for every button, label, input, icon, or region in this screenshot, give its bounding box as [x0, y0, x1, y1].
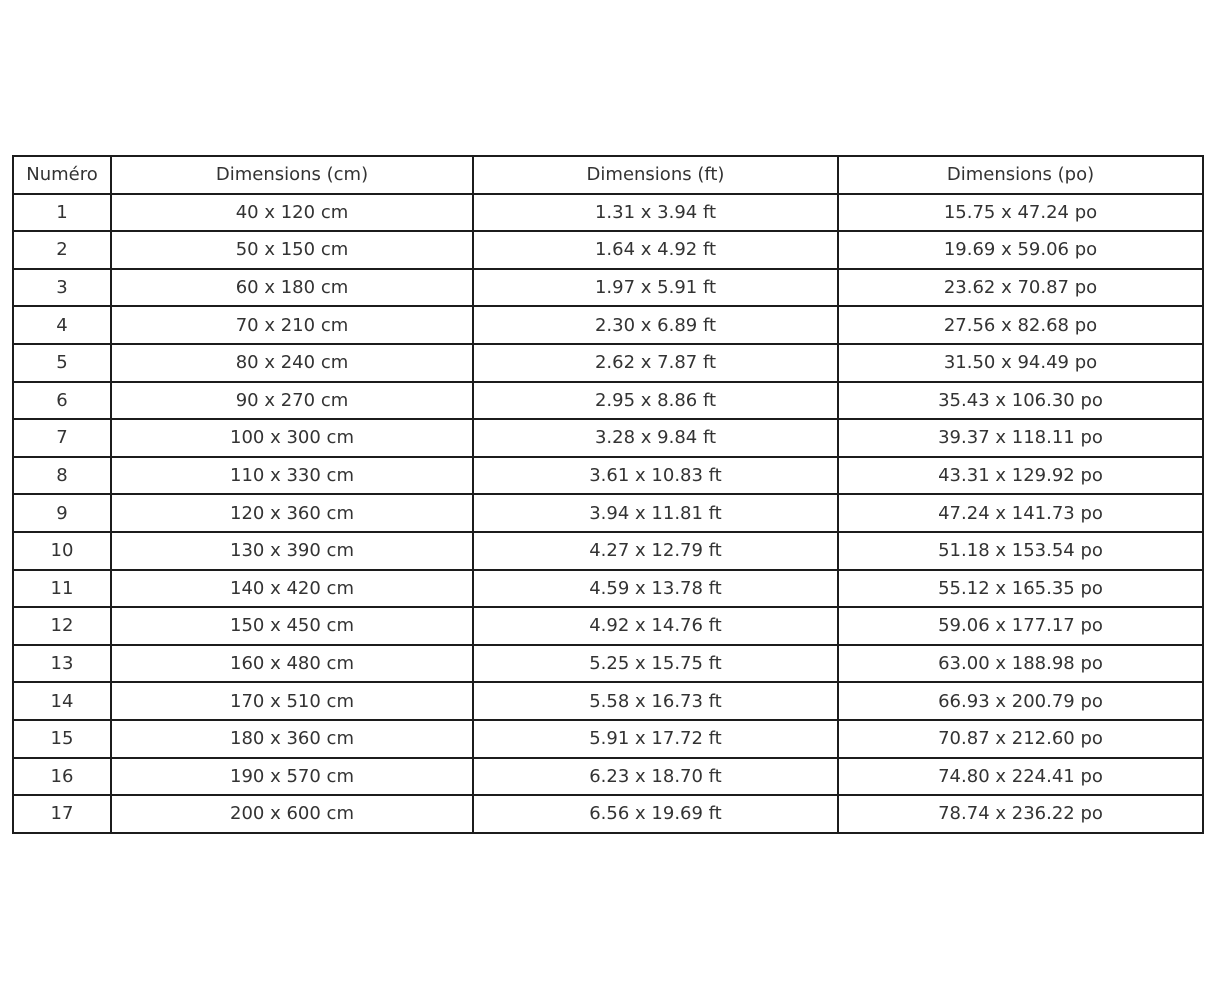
table-row — [13, 570, 1203, 608]
cell-dimensions-cm: 50 x 150 cm — [111, 231, 473, 269]
table-row — [13, 419, 1203, 457]
cell-numero: 5 — [13, 344, 111, 382]
table-row — [13, 269, 1203, 307]
cell-dimensions-po: 78.74 x 236.22 po — [838, 795, 1203, 833]
cell-numero: 14 — [13, 682, 111, 720]
cell-numero: 15 — [13, 720, 111, 758]
column-header-dimensions-po: Dimensions (po) — [838, 156, 1203, 194]
table-row — [13, 682, 1203, 720]
cell-dimensions-cm: 200 x 600 cm — [111, 795, 473, 833]
cell-dimensions-ft: 1.64 x 4.92 ft — [473, 231, 838, 269]
cell-dimensions-cm: 190 x 570 cm — [111, 758, 473, 796]
cell-dimensions-ft: 3.28 x 9.84 ft — [473, 419, 838, 457]
table-row — [13, 607, 1203, 645]
column-header-dimensions-cm: Dimensions (cm) — [111, 156, 473, 194]
cell-dimensions-po: 66.93 x 200.79 po — [838, 682, 1203, 720]
cell-dimensions-cm: 40 x 120 cm — [111, 194, 473, 232]
cell-dimensions-cm: 70 x 210 cm — [111, 306, 473, 344]
cell-numero: 3 — [13, 269, 111, 307]
cell-numero: 1 — [13, 194, 111, 232]
column-header-dimensions-ft: Dimensions (ft) — [473, 156, 838, 194]
cell-dimensions-po: 43.31 x 129.92 po — [838, 457, 1203, 495]
cell-numero: 7 — [13, 419, 111, 457]
cell-dimensions-po: 31.50 x 94.49 po — [838, 344, 1203, 382]
cell-dimensions-po: 70.87 x 212.60 po — [838, 720, 1203, 758]
cell-dimensions-po: 55.12 x 165.35 po — [838, 570, 1203, 608]
cell-numero: 6 — [13, 382, 111, 420]
cell-dimensions-po: 74.80 x 224.41 po — [838, 758, 1203, 796]
cell-dimensions-ft: 4.27 x 12.79 ft — [473, 532, 838, 570]
cell-dimensions-cm: 60 x 180 cm — [111, 269, 473, 307]
cell-dimensions-cm: 180 x 360 cm — [111, 720, 473, 758]
cell-numero: 2 — [13, 231, 111, 269]
cell-dimensions-cm: 90 x 270 cm — [111, 382, 473, 420]
cell-dimensions-ft: 1.97 x 5.91 ft — [473, 269, 838, 307]
cell-numero: 16 — [13, 758, 111, 796]
cell-dimensions-po: 59.06 x 177.17 po — [838, 607, 1203, 645]
table-row — [13, 194, 1203, 232]
cell-dimensions-ft: 5.25 x 15.75 ft — [473, 645, 838, 683]
cell-dimensions-po: 63.00 x 188.98 po — [838, 645, 1203, 683]
cell-dimensions-ft: 5.91 x 17.72 ft — [473, 720, 838, 758]
cell-dimensions-ft: 6.56 x 19.69 ft — [473, 795, 838, 833]
table-row — [13, 457, 1203, 495]
cell-dimensions-ft: 2.30 x 6.89 ft — [473, 306, 838, 344]
table-row — [13, 231, 1203, 269]
cell-dimensions-ft: 5.58 x 16.73 ft — [473, 682, 838, 720]
cell-numero: 4 — [13, 306, 111, 344]
table-row — [13, 344, 1203, 382]
cell-dimensions-cm: 150 x 450 cm — [111, 607, 473, 645]
cell-dimensions-cm: 110 x 330 cm — [111, 457, 473, 495]
table-header-row — [13, 156, 1203, 194]
cell-numero: 17 — [13, 795, 111, 833]
cell-dimensions-po: 47.24 x 141.73 po — [838, 494, 1203, 532]
cell-dimensions-cm: 160 x 480 cm — [111, 645, 473, 683]
cell-dimensions-ft: 2.95 x 8.86 ft — [473, 382, 838, 420]
cell-dimensions-cm: 170 x 510 cm — [111, 682, 473, 720]
cell-dimensions-cm: 130 x 390 cm — [111, 532, 473, 570]
cell-dimensions-cm: 100 x 300 cm — [111, 419, 473, 457]
cell-dimensions-cm: 140 x 420 cm — [111, 570, 473, 608]
cell-dimensions-ft: 3.61 x 10.83 ft — [473, 457, 838, 495]
table-row — [13, 494, 1203, 532]
cell-numero: 8 — [13, 457, 111, 495]
cell-dimensions-ft: 1.31 x 3.94 ft — [473, 194, 838, 232]
cell-dimensions-ft: 4.59 x 13.78 ft — [473, 570, 838, 608]
cell-dimensions-po: 51.18 x 153.54 po — [838, 532, 1203, 570]
cell-dimensions-ft: 6.23 x 18.70 ft — [473, 758, 838, 796]
column-header-numero: Numéro — [13, 156, 111, 194]
cell-dimensions-po: 23.62 x 70.87 po — [838, 269, 1203, 307]
cell-numero: 10 — [13, 532, 111, 570]
table-row — [13, 720, 1203, 758]
cell-numero: 12 — [13, 607, 111, 645]
table-row — [13, 306, 1203, 344]
cell-numero: 13 — [13, 645, 111, 683]
dimensions-conversion-table — [12, 155, 1204, 834]
table-row — [13, 645, 1203, 683]
cell-dimensions-ft: 3.94 x 11.81 ft — [473, 494, 838, 532]
cell-dimensions-po: 19.69 x 59.06 po — [838, 231, 1203, 269]
cell-dimensions-cm: 120 x 360 cm — [111, 494, 473, 532]
cell-dimensions-po: 35.43 x 106.30 po — [838, 382, 1203, 420]
table-row — [13, 795, 1203, 833]
cell-dimensions-ft: 2.62 x 7.87 ft — [473, 344, 838, 382]
cell-dimensions-po: 15.75 x 47.24 po — [838, 194, 1203, 232]
table-row — [13, 532, 1203, 570]
cell-dimensions-po: 39.37 x 118.11 po — [838, 419, 1203, 457]
cell-dimensions-ft: 4.92 x 14.76 ft — [473, 607, 838, 645]
cell-dimensions-cm: 80 x 240 cm — [111, 344, 473, 382]
cell-numero: 11 — [13, 570, 111, 608]
table-row — [13, 382, 1203, 420]
cell-numero: 9 — [13, 494, 111, 532]
table-row — [13, 758, 1203, 796]
cell-dimensions-po: 27.56 x 82.68 po — [838, 306, 1203, 344]
